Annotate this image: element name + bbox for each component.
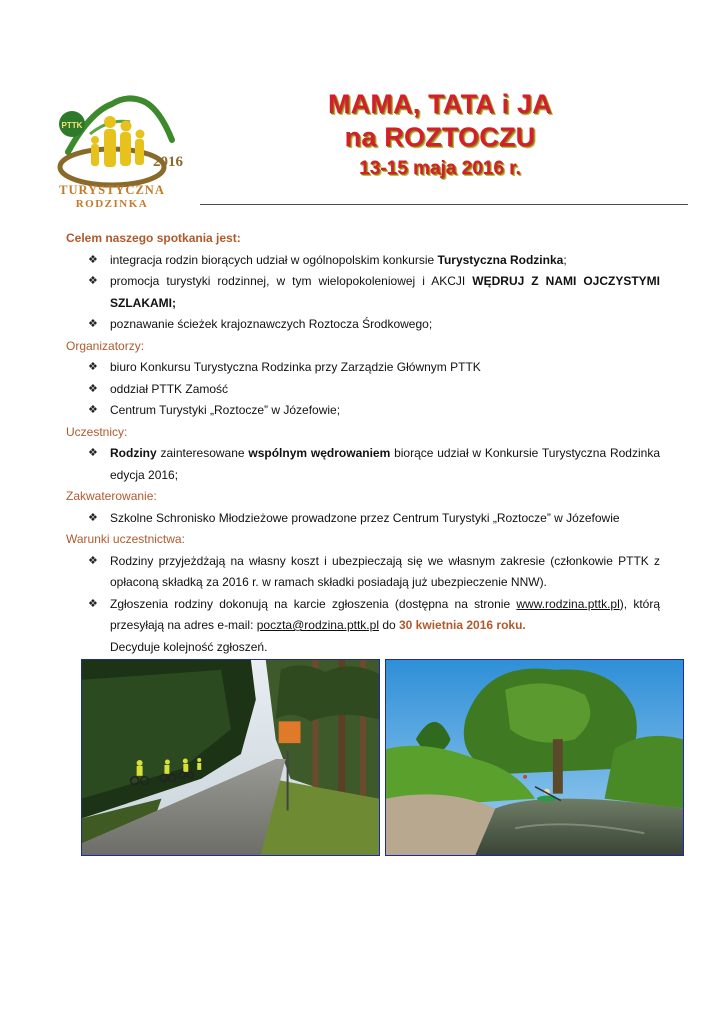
logo-text-line1: TURYSTYCZNA: [59, 183, 165, 197]
section-lodging: [66, 486, 660, 529]
logo-year: 2016: [153, 154, 183, 170]
list-item: [66, 314, 660, 336]
title-date: 13-15 maja 2016 r.: [359, 158, 521, 179]
diamond-bullet-icon: ❖: [88, 318, 98, 330]
photo-kayak-river: [385, 659, 684, 856]
list-item: [66, 443, 660, 486]
list-item: [66, 551, 660, 594]
turystyczna-rodzinka-logo: [50, 82, 190, 212]
organizer-text: Centrum Turystyki „Roztocze” w Józefowie;: [110, 403, 341, 417]
title-line2: na ROZTOCZU: [344, 122, 536, 152]
participants-bold: wspólnym wędrowaniem: [248, 446, 391, 460]
participants-list: [66, 443, 660, 486]
organizers-list: [66, 357, 660, 422]
diamond-bullet-icon: ❖: [88, 253, 98, 266]
goal-text-end: ;: [563, 252, 567, 267]
diamond-bullet-icon: ❖: [88, 554, 98, 567]
organizer-text: oddział PTTK Zamość: [110, 381, 229, 396]
conditions-text: Rodziny przyjeżdżają na własny koszt i ubezpieczają się we własnym zakresie (członkowie PTTK z opłaconą składką za 2016 r. w ramach składki posiadają już ubezpieczenie NNW).: [110, 553, 660, 589]
conditions-text: do: [378, 618, 399, 632]
goal-text: poznawanie ścieżek krajoznawczych Roztocza Środkowego;: [110, 317, 433, 331]
section-goals: [66, 228, 660, 336]
conditions-text: Zgłoszenia rodziny dokonują na karcie zgłoszenia (dostępna na stronie: [110, 596, 517, 611]
photo-cyclists-graphic: [82, 660, 379, 855]
list-item: [66, 250, 660, 272]
goal-text: promocja turystyki rodzinnej, w tym wielopokoleniowej i AKCJI: [110, 274, 473, 288]
goal-bold: WĘDRUJ Z NAMI OJCZYSTYMI SZLAKAMI;: [110, 274, 661, 310]
participants-text: zainteresowane: [156, 446, 249, 460]
diamond-bullet-icon: ❖: [88, 597, 98, 610]
goal-bold: Turystyczna Rodzinka: [437, 252, 564, 267]
goals-heading: Celem naszego spotkania jest:: [66, 231, 241, 245]
lodging-text: Szkolne Schronisko Młodzieżowe prowadzone przez Centrum Turystyki „Roztocze” w Józefowie: [110, 510, 620, 525]
email-link[interactable]: poczta@rodzina.pttk.pl: [256, 618, 379, 632]
section-organizers: [66, 336, 660, 422]
participants-heading: Uczestnicy:: [66, 424, 128, 439]
participants-bold: Rodziny: [110, 446, 157, 460]
diamond-bullet-icon: ❖: [88, 511, 98, 524]
diamond-bullet-icon: ❖: [88, 382, 98, 395]
list-item: [66, 400, 660, 422]
document-body: [66, 228, 660, 658]
section-participants: [66, 422, 660, 487]
title-line1: MAMA, TATA i JA: [328, 89, 552, 119]
diamond-bullet-icon: ❖: [88, 361, 98, 373]
diamond-bullet-icon: ❖: [88, 447, 98, 459]
list-item: [66, 379, 660, 401]
logo-text-line2: RODZINKA: [75, 198, 149, 210]
website-link[interactable]: www.rodzina.pttk.pl: [516, 596, 620, 611]
title-block: [200, 88, 680, 182]
lodging-list: [66, 508, 660, 530]
organizer-text: biuro Konkursu Turystyczna Rodzinka przy Zarządzie Głównym PTTK: [110, 360, 481, 374]
conditions-list: [66, 551, 660, 659]
header-divider: [200, 204, 688, 205]
goal-text: integracja rodzin biorących udział w ogólnopolskim konkursie: [110, 252, 438, 267]
deadline-text: 30 kwietnia 2016 roku.: [399, 618, 526, 632]
conditions-heading: Warunki uczestnictwa:: [66, 532, 185, 546]
logo-graphic: [50, 82, 190, 212]
list-item: [66, 508, 660, 530]
lodging-heading: Zakwaterowanie:: [66, 489, 157, 503]
organizers-heading: Organizatorzy:: [66, 338, 145, 353]
photo-cyclists-forest-road: [81, 659, 380, 856]
logo-badge-text: PTTK: [61, 121, 83, 130]
participants-text: biorące udział w Konkursie Turystyczna Rodzinka edycja 2016;: [110, 446, 660, 482]
list-item: [66, 271, 660, 314]
conditions-note: Decyduje kolejność zgłoszeń.: [110, 639, 268, 654]
diamond-bullet-icon: ❖: [88, 404, 98, 416]
list-item: [66, 357, 660, 379]
diamond-bullet-icon: ❖: [88, 275, 98, 287]
conditions-text: ), którą przesyłają na adres e-mail:: [110, 596, 660, 632]
goals-list: [66, 250, 660, 336]
list-item: [66, 594, 660, 659]
section-conditions: [66, 529, 660, 658]
photo-kayak-graphic: [386, 660, 683, 855]
